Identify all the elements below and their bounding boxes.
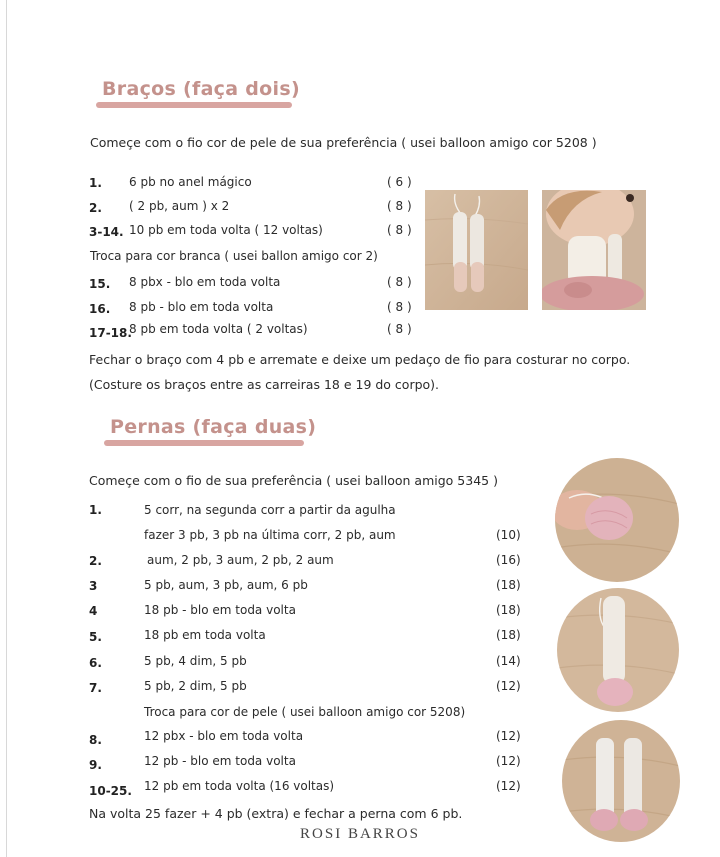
legs-title-underline — [104, 440, 304, 446]
legs-color-change: Troca para cor de pele ( usei balloon amigo cor 5208) — [144, 705, 466, 719]
arms-row-text: 10 pb em toda volta ( 12 voltas) — [129, 223, 323, 237]
legs-heading — [110, 416, 316, 438]
legs-row-count: (12) — [496, 729, 521, 743]
arms-heading — [102, 78, 300, 100]
legs-row-text-continued: fazer 3 pb, 3 pb na última corr, 2 pb, aum — [144, 528, 396, 542]
arms-row-num: 2. — [89, 201, 102, 215]
legs-row-num: 2. — [89, 554, 102, 568]
arms-row-num: 16. — [89, 302, 111, 316]
arms-row-text: 8 pb em toda volta ( 2 voltas) — [129, 322, 308, 336]
legs-row-text: 5 pb, aum, 3 pb, aum, 6 pb — [144, 578, 308, 592]
arms-row-count: ( 8 ) — [387, 199, 412, 213]
legs-row-text: 12 pb - blo em toda volta — [144, 754, 296, 768]
arms-row-count: ( 8 ) — [387, 223, 412, 237]
legs-row-num: 8. — [89, 733, 102, 747]
arms-title-underline — [96, 102, 292, 108]
legs-row-text: 18 pb em toda volta — [144, 628, 266, 642]
legs-row-count: (10) — [496, 528, 521, 542]
legs-row-num: 7. — [89, 681, 102, 695]
arms-row-text: ( 2 pb, aum ) x 2 — [129, 199, 230, 213]
legs-row-text: 5 corr, na segunda corr a partir da agulha — [144, 503, 396, 517]
arms-row-count: ( 8 ) — [387, 322, 412, 336]
arms-row-count: ( 8 ) — [387, 300, 412, 314]
legs-row-count: (14) — [496, 654, 521, 668]
legs-row-num: 5. — [89, 630, 102, 644]
legs-row-text: 12 pb em toda volta (16 voltas) — [144, 779, 335, 793]
arms-row-count: ( 8 ) — [387, 275, 412, 289]
arms-row-num: 3-14. — [89, 225, 124, 239]
author-footer: ROSI BARROS — [300, 826, 420, 842]
arms-color-change: Troca para cor branca ( usei ballon amigo cor 2) — [90, 249, 378, 263]
legs-row-text: aum, 2 pb, 3 aum, 2 pb, 2 aum — [147, 553, 334, 567]
arms-row-text: 6 pb no anel mágico — [129, 175, 252, 189]
legs-row-count: (18) — [496, 578, 521, 592]
legs-row-num: 9. — [89, 758, 102, 772]
foot-photo — [555, 458, 679, 582]
legs-intro: Começe com o fio de sua preferência ( usei balloon amigo 5345 ) — [89, 473, 498, 488]
legs-row-num: 1. — [89, 503, 102, 517]
legs-row-text: 5 pb, 2 dim, 5 pb — [144, 679, 247, 693]
arms-row-num: 15. — [89, 277, 111, 291]
legs-row-num: 6. — [89, 656, 102, 670]
arms-row-num: 17-18. — [89, 326, 132, 340]
legs-pair-photo — [562, 720, 680, 842]
arms-row-num: 1. — [89, 176, 102, 190]
arms-row-count: ( 6 ) — [387, 175, 412, 189]
legs-row-count: (12) — [496, 754, 521, 768]
legs-row-count: (12) — [496, 679, 521, 693]
leg-photo — [557, 588, 679, 712]
doll-photo — [542, 190, 646, 310]
legs-row-text: 12 pbx - blo em toda volta — [144, 729, 304, 743]
legs-row-count: (18) — [496, 628, 521, 642]
legs-row-num: 4 — [89, 604, 98, 618]
arms-title: Braços (faça dois) — [102, 78, 300, 100]
page-edge-line — [6, 0, 7, 857]
arms-note-close: Fechar o braço com 4 pb e arremate e deixe um pedaço de fio para costurar no corpo. — [89, 352, 631, 367]
legs-note: Na volta 25 fazer + 4 pb (extra) e fechar a perna com 6 pb. — [89, 806, 463, 821]
arms-photo — [425, 190, 528, 310]
legs-title: Pernas (faça duas) — [110, 416, 317, 438]
arms-intro: Começe com o fio cor de pele de sua preferência ( usei balloon amigo cor 5208 ) — [90, 135, 597, 150]
arms-row-text: 8 pb - blo em toda volta — [129, 300, 274, 314]
legs-row-count: (18) — [496, 603, 521, 617]
legs-row-text: 5 pb, 4 dim, 5 pb — [144, 654, 247, 668]
legs-row-text: 18 pb - blo em toda volta — [144, 603, 296, 617]
arms-row-text: 8 pbx - blo em toda volta — [129, 275, 281, 289]
legs-row-num: 3 — [89, 579, 98, 593]
legs-row-count: (16) — [496, 553, 521, 567]
legs-row-num: 10-25. — [89, 784, 132, 798]
legs-row-count: (12) — [496, 779, 521, 793]
arms-note-sew: (Costure os braços entre as carreiras 18 e 19 do corpo). — [89, 377, 440, 392]
